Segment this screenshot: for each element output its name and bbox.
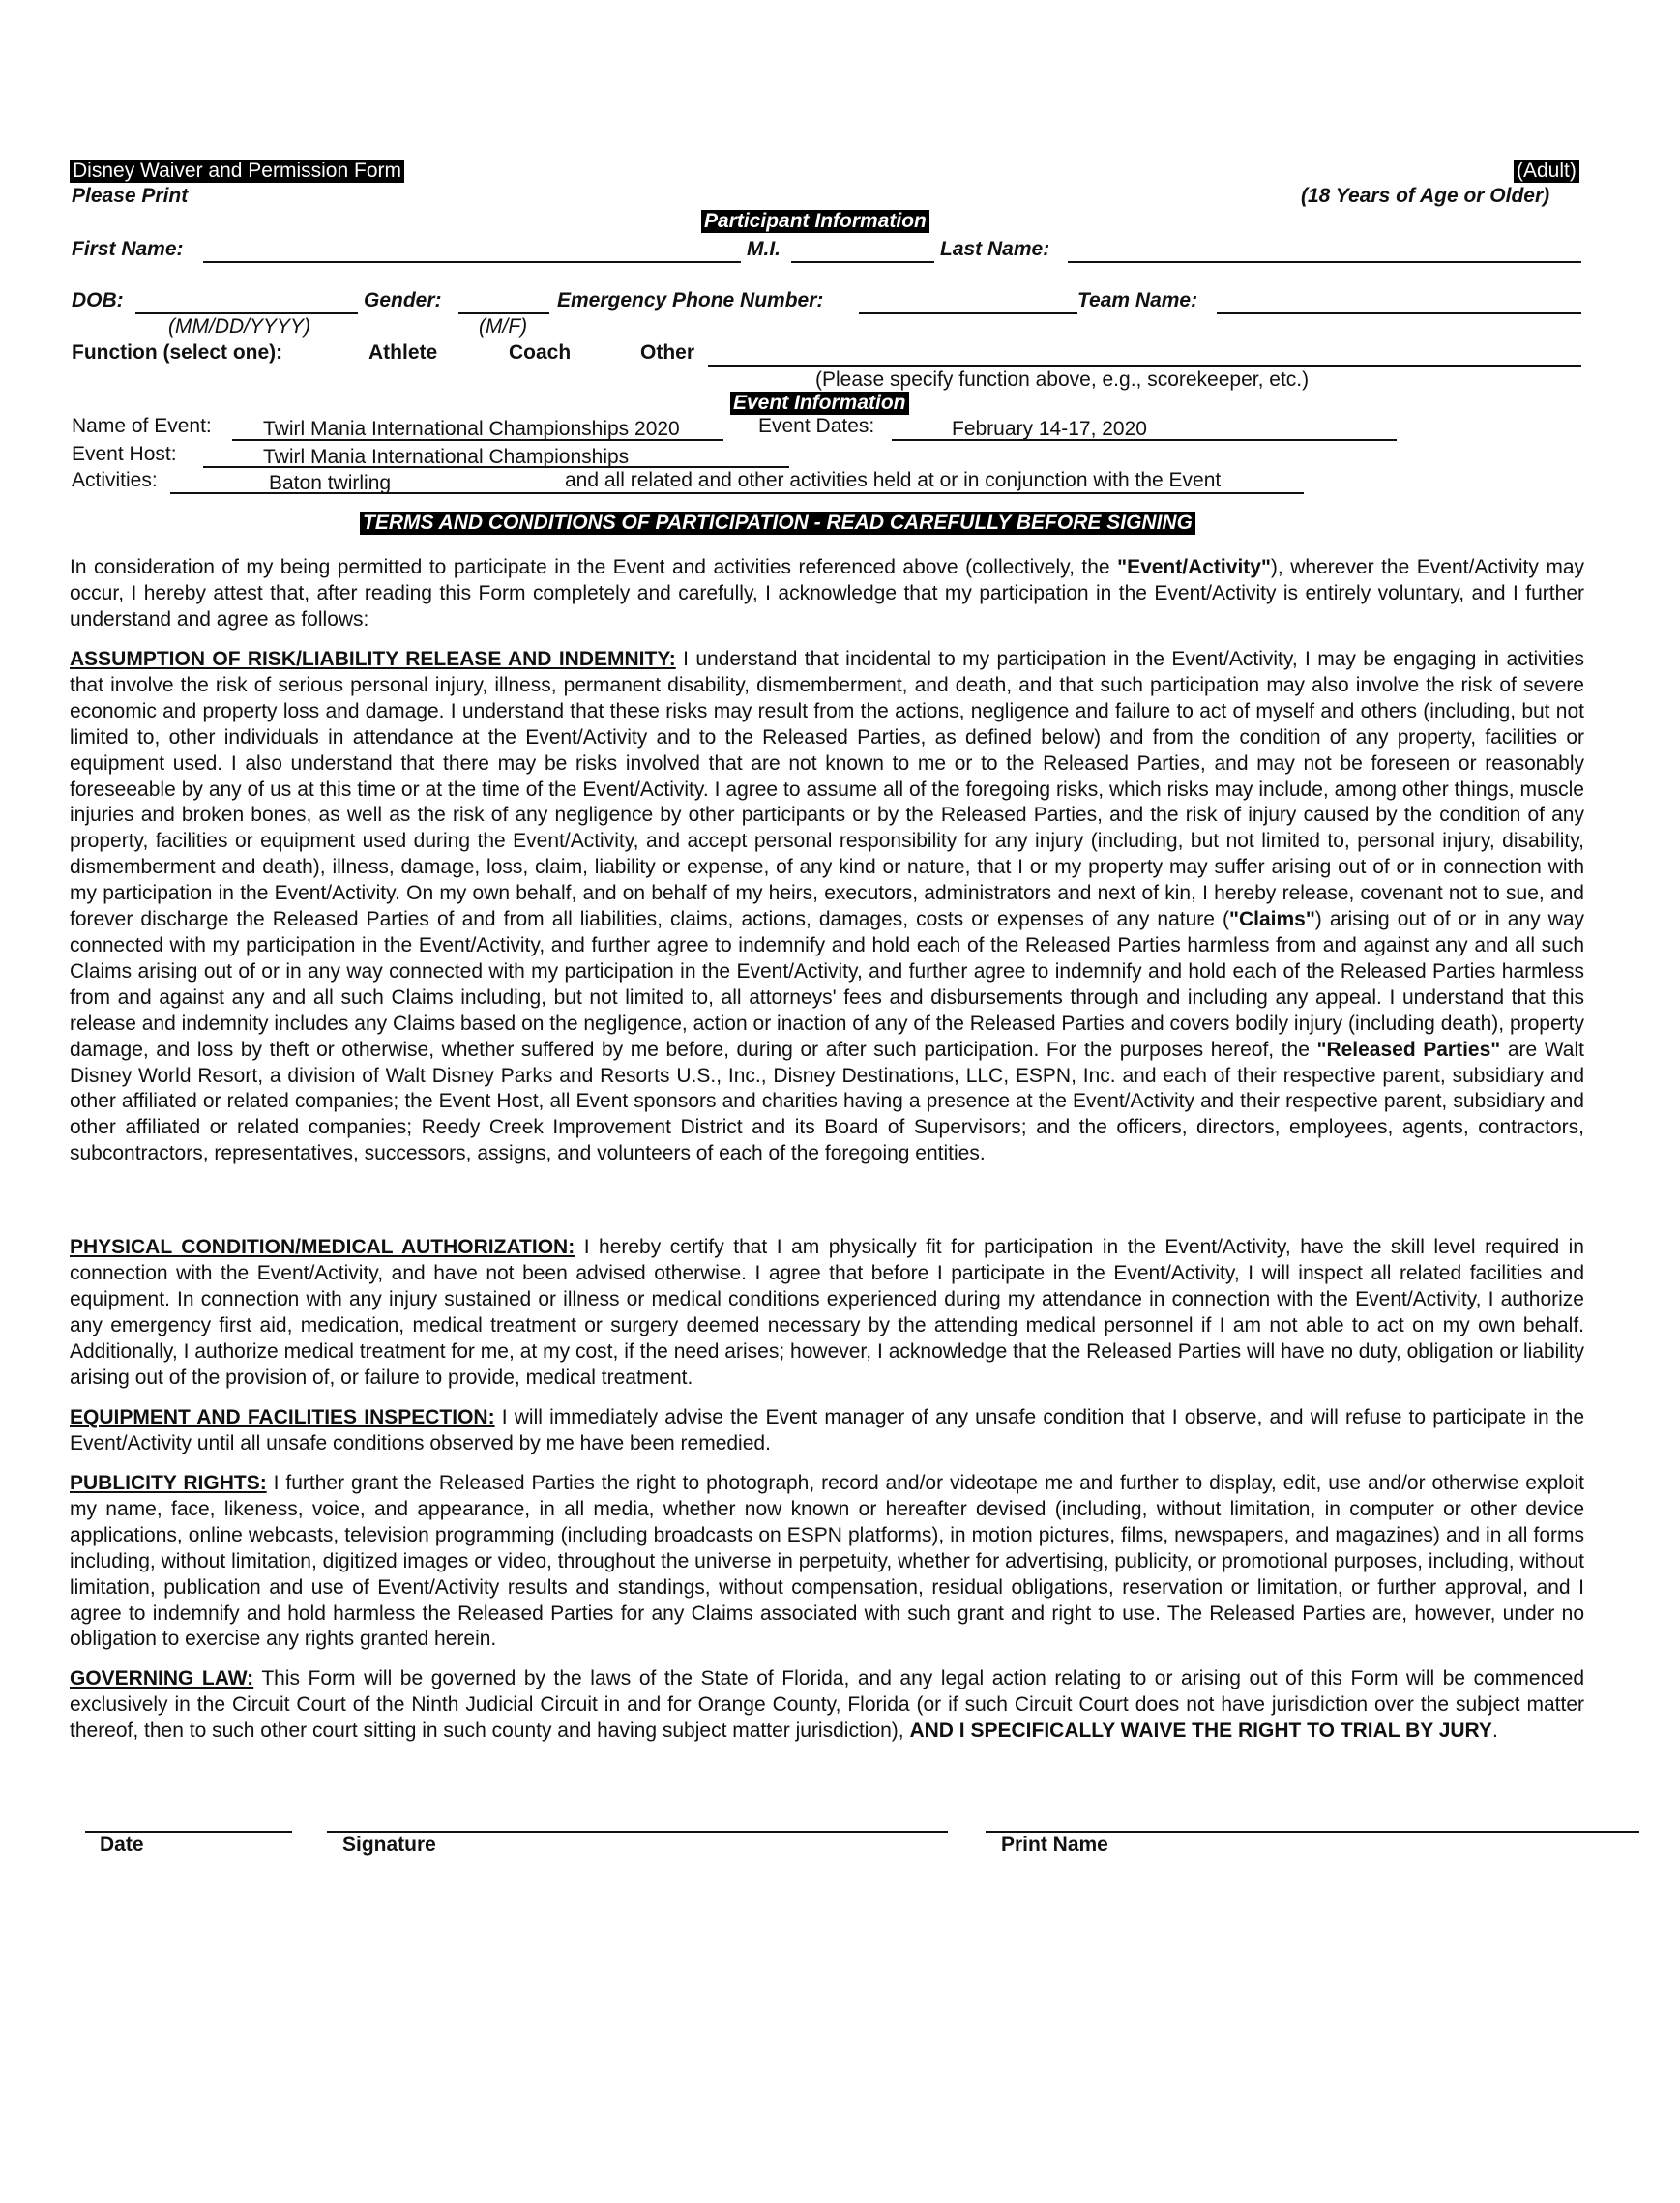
participant-section-title: Participant Information (701, 210, 929, 233)
event-dates-label: Event Dates: (758, 415, 875, 437)
option-other[interactable]: Other (640, 341, 695, 364)
event-name-value: Twirl Mania International Championships 2020 (263, 418, 680, 440)
activities-value: Baton twirling (269, 472, 392, 494)
event-section-title: Event Information (730, 392, 909, 415)
option-athlete[interactable]: Athlete (368, 341, 438, 364)
mi-label: M.I. (747, 238, 781, 260)
team-name-label: Team Name: (1077, 289, 1198, 311)
age-note: (18 Years of Age or Older) (1301, 185, 1550, 207)
emergency-phone-label: Emergency Phone Number: (557, 289, 824, 311)
physical-paragraph: PHYSICAL CONDITION/MEDICAL AUTHORIZATION: I hereby certify that I am physically fit for participation in the Event/Activity, have the skill level required in connection with the Event/Activity, and have not been advised otherwise. I agree that before I participate in the Event/Activity, I will inspect all related facilities and equipment. In connection with any injury sustained or illness or medical conditions experienced during my attendance in connection with the Event/Activity, I authorize any emergency first aid, medication, medical treatment or surgery deemed necessary by the attending medical personnel if I am not able to act on my own behalf. Additionally, I authorize medical treatment for me, at my cost, if the need arises; however, I acknowledge that the Released Parties will have no duty, obligation or liability arising out of the provision of, or failure to provide, medical treatment. (70, 1236, 1584, 1389)
option-coach[interactable]: Coach (509, 341, 572, 364)
dob-field[interactable] (135, 312, 358, 314)
risk-paragraph: ASSUMPTION OF RISK/LIABILITY RELEASE AND INDEMNITY: I understand that incidental to my participation in the Event/Activity, I may be engaging in activities that involve the risk of serious personal injury, illness, permanent disability, dismemberment, and death, and that such participation may also involve the risk of severe economic and property loss and damage. I understand that these risks may result from the actions, negligence and failure to act of myself and others (including, but not limited to, other individuals in attendance at the Event/Activity and to the Released Parties, as defined below) and from the condition of any property, facilities or equipment used. I also understand that there may be risks involved that are not known to me or to the Released Parties, and may not be foreseen or reasonably foreseeable by any of us at this time or at the time of the Event/Activity. I agree to assume all of the foregoing risks, which risks may include, among other things, muscle injuries and broken bones, as well as the risk of any negligence by other participants or by the Released Parties, and the risk of injury caused by the condition of any property, facilities or equipment used during the Event/Activity, and accept personal responsibility for any injury (including, but not limited to, personal injury, disability, dismemberment and death), illness, damage, loss, claim, liability or expense, of any kind or nature, that I or my property may suffer arising out of or in connection with my participation in the Event/Activity. On my own behalf, and on behalf of my heirs, executors, administrators and next of kin, I hereby release, covenant not to sue, and forever discharge the Released Parties of and from all liabilities, claims, actions, damages, costs or expenses of any nature ("Claims") arising out of or in any way connected with my participation in the Event/Activity, and further agree to indemnify and hold each of the Released Parties harmless from and against any and all such Claims arising out of or in any way connected with my participation in the Event/Activity, and further agree to indemnify and hold each of the Released Parties harmless from and against any and all such Claims including, but not limited to, all attorneys' fees and disbursements through and including any appeal. I understand that this release and indemnity includes any Claims based on the negligence, action or inaction of any of the Released Parties and covers bodily injury (including death), property damage, and loss by theft or otherwise, whether suffered by me before, during or after such participation. For the purposes hereof, the "Released Parties" are Walt Disney World Resort, a division of Walt Disney Parks and Resorts U.S., Inc., Disney Destinations, LLC, ESPN, Inc. and each of their respective parent, subsidiary and other affiliated or related companies; the Event Host, all Event sponsors and charities having a presence at the Event/Activity and their respective parent, subsidiary and other affiliated or related companies; Reedy Creek Improvement District and its Board of Supervisors; and the officers, directors, employees, agents, contractors, subcontractors, representatives, successors, assigns, and volunteers of each of the foregoing entities. (70, 648, 1584, 1165)
form-title: Disney Waiver and Permission Form (70, 160, 404, 183)
print-name-label: Print Name (1001, 1834, 1108, 1856)
other-function-field[interactable] (708, 365, 1581, 367)
please-print: Please Print (72, 185, 189, 207)
last-name-label: Last Name: (940, 238, 1050, 260)
emergency-phone-field[interactable] (859, 312, 1077, 314)
gender-field[interactable] (458, 312, 549, 314)
intro-paragraph: In consideration of my being permitted to participate in the Event and activities referenced above (collectively, the "Event/Activity"), wherever the Event/Activity may occur, I hereby attest that, after reading this Form completely and carefully, I acknowledge that my participation in the Event/Activity is entirely voluntary, and I further understand and agree as follows: (70, 556, 1584, 631)
activities-suffix: and all related and other activities held at or in conjunction with the Event (565, 469, 1222, 491)
other-hint: (Please specify function above, e.g., scorekeeper, etc.) (815, 368, 1310, 391)
team-name-field[interactable] (1217, 312, 1581, 314)
gender-hint: (M/F) (479, 315, 528, 338)
law-heading: GOVERNING LAW: (70, 1667, 254, 1689)
print-name-line[interactable] (986, 1831, 1639, 1833)
event-dates-value: February 14-17, 2020 (952, 418, 1147, 440)
last-name-field[interactable] (1068, 261, 1581, 263)
activities-label: Activities: (72, 469, 158, 491)
dob-label: DOB: (72, 289, 124, 311)
dob-hint: (MM/DD/YYYY) (168, 315, 310, 338)
date-label: Date (100, 1834, 144, 1856)
function-label: Function (select one): (72, 341, 283, 364)
physical-heading: PHYSICAL CONDITION/MEDICAL AUTHORIZATION: (70, 1236, 575, 1258)
first-name-label: First Name: (72, 238, 184, 260)
gender-label: Gender: (364, 289, 442, 311)
event-host-value: Twirl Mania International Championships (263, 446, 630, 468)
event-name-label: Name of Event: (72, 415, 212, 437)
adult-label: (Adult) (1514, 160, 1579, 183)
signature-line[interactable] (327, 1831, 948, 1833)
mi-field[interactable] (791, 261, 934, 263)
first-name-field[interactable] (203, 261, 741, 263)
terms-banner: TERMS AND CONDITIONS OF PARTICIPATION - READ CAREFULLY BEFORE SIGNING (360, 512, 1195, 535)
law-paragraph: GOVERNING LAW: This Form will be governed by the laws of the State of Florida, and any legal action relating to or arising out of this Form will be commenced exclusively in the Circuit Court of the Ninth Judicial Circuit in and for Orange County, Florida (or if such Circuit Court does not have jurisdiction over the subject matter thereof, then to such other court sitting in such county and having subject matter jurisdiction), AND I SPECIFICALLY WAIVE THE RIGHT TO TRIAL BY JURY. (70, 1667, 1584, 1742)
date-line[interactable] (85, 1831, 292, 1833)
publicity-paragraph: PUBLICITY RIGHTS: I further grant the Released Parties the right to photograph, record and/or videotape me and further to display, edit, use and/or otherwise exploit my name, face, likeness, voice, and appearance, in all media, whether now known or hereafter devised (including, without limitation, in computer or other device applications, online webcasts, television programming (including broadcasts on ESPN platforms), in motion pictures, films, newspapers, and magazines) and in all forms including, without limitation, digitized images or video, throughout the universe in perpetuity, whether for advertising, publicity, or promotional purposes, including, without limitation, publication and use of Event/Activity results and standings, without compensation, residual obligations, reservation or limitation, or further approval, and I agree to indemnify and hold harmless the Released Parties for any Claims associated with such grant and right to use. The Released Parties are, however, under no obligation to exercise any rights granted herein. (70, 1472, 1584, 1651)
equipment-paragraph: EQUIPMENT AND FACILITIES INSPECTION: I will immediately advise the Event manager of any unsafe condition that I observe, and will refuse to participate in the Event/Activity until all unsafe conditions observed by me have been remedied. (70, 1406, 1584, 1454)
equipment-heading: EQUIPMENT AND FACILITIES INSPECTION: (70, 1406, 495, 1428)
event-host-label: Event Host: (72, 443, 177, 465)
signature-label: Signature (342, 1834, 436, 1856)
risk-heading: ASSUMPTION OF RISK/LIABILITY RELEASE AND INDEMNITY: (70, 648, 676, 670)
publicity-heading: PUBLICITY RIGHTS: (70, 1472, 267, 1494)
